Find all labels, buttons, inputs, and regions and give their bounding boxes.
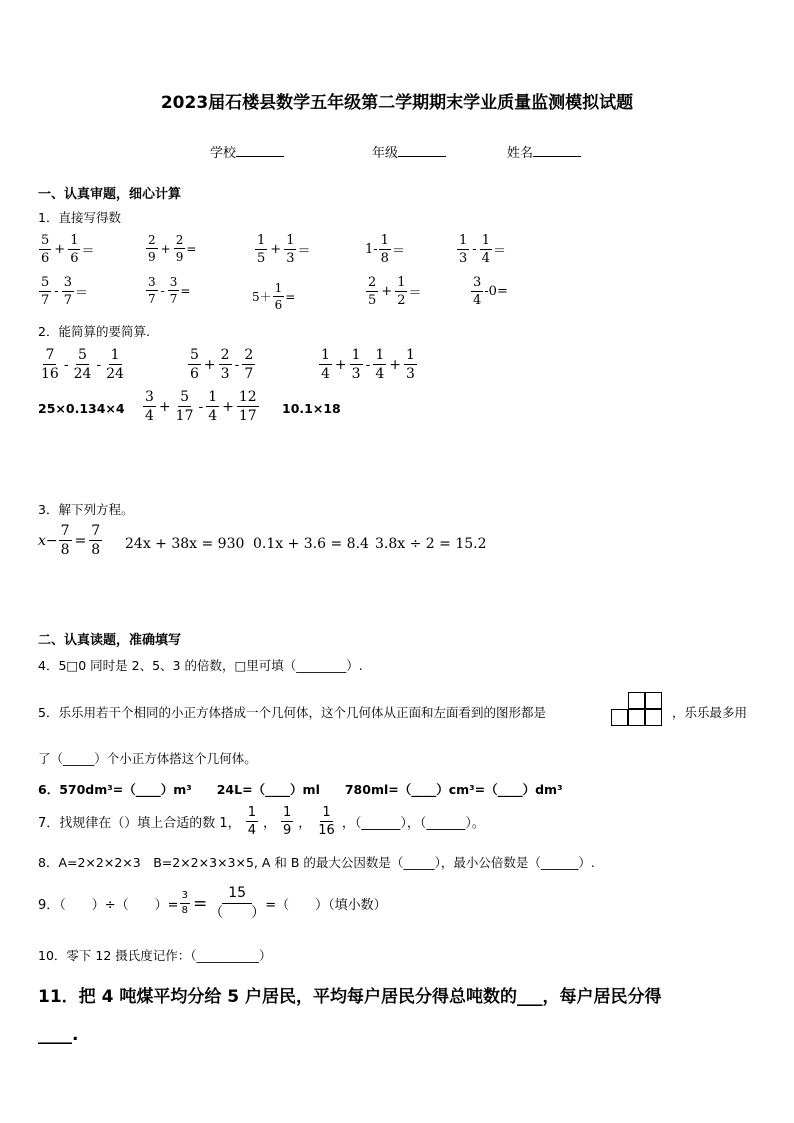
grade-blank[interactable] [398,144,446,157]
q1-r2-e4: $\frac{2}{5}$ + $\frac{1}{2}$ ＝ [368,275,422,308]
q1-label: 1．直接写得数 [38,210,121,225]
q2-e4: 25×0.134×4 [38,401,125,416]
q1-r2-e3: 5＋ $\frac{1}{6}$ = [252,281,296,312]
q9: 9．（ ）÷（ ）= $\frac{3}{8}$ = $\frac{15}{( )}$ =（ ）（填小数） [38,885,387,922]
q1-r2-e5: $\frac{3}{4}$ -0= [473,275,508,308]
name-label: 姓名 [507,146,534,161]
q1-r2-e1: $\frac{5}{7}$ - $\frac{3}{7}$ ＝ [41,275,88,308]
q2-e3: $\frac{1}{4}$ + $\frac{1}{3}$ - $\frac{1}{4}$ + $\frac{1}{3}$ [321,347,415,382]
q5-cell [645,692,662,709]
q6: 6．570dm³=（____）m³ 24L=（____）ml 780ml=（____）cm³=（____）dm³ [38,782,563,797]
q3-e3: 0.1x + 3.6 = 8.4 [253,536,369,552]
q3-label: 3．解下列方程。 [38,502,134,517]
q10: 10．零下 12 摄氏度记作：（__________） [38,948,272,963]
q1-r1-e3: $\frac{1}{5}$ + $\frac{1}{3}$ ＝ [257,233,311,266]
school-blank[interactable] [236,144,284,157]
school-field [210,142,284,161]
q1-r1-e5: $\frac{1}{3}$ - $\frac{1}{4}$ ＝ [459,233,506,266]
school-label: 学校 [210,146,237,161]
name-blank[interactable] [533,144,581,157]
q5-cell [628,692,645,709]
q5-cell [611,709,628,726]
q3-e2: 24x + 38x = 930 [125,536,245,552]
q1-r1-e1: $\frac{5}{6}$ + $\frac{1}{6}$ ＝ [41,233,95,266]
q5-text-b: ，乐乐最多用 [672,705,748,720]
q2-label: 2．能简算的要简算. [38,324,150,339]
grade-field [372,142,446,161]
q5-text-c: 了（_____）个小正方体搭这个几何体。 [38,751,257,766]
q4: 4．5□0 同时是 2、5、3 的倍数，□里可填（________）. [38,658,363,673]
q1-r2-e2: $\frac{3}{7}$ - $\frac{3}{7}$ = [148,275,191,306]
q5-text-a: 5．乐乐用若干个相同的小正方体搭成一个几何体，这个几何体从正面和左面看到的图形都是 [38,705,546,720]
q1-r1-e2: $\frac{2}{9}$ + $\frac{2}{9}$ = [148,233,197,264]
q2-e2: $\frac{5}{6}$ + $\frac{2}{3}$ - $\frac{2}{7}$ [190,347,254,382]
q5-cell [645,709,662,726]
q2-e5: $\frac{3}{4}$ + $\frac{5}{17}$ - $\frac{1}{4}$ + $\frac{12}{17}$ [145,389,257,424]
q7: 7．找规律在（）填上合适的数 1， $\frac{1}{4}$ ， $\frac{1}{9}$ ， $\frac{1}{16}$ ，（______），（______）。 [38,805,485,838]
name-field [507,142,581,161]
q5-cell [628,709,645,726]
grade-label: 年级 [372,146,399,161]
q2-e6: 10.1×18 [282,401,341,416]
q1-r1-e4: 1- $\frac{1}{8}$ ＝ [365,233,405,266]
q3-e1: x− $\frac{7}{8}$ = $\frac{7}{8}$ [38,523,101,558]
q8: 8．A=2×2×2×3 B=2×2×3×3×5, A 和 B 的最大公因数是（_____），最小公倍数是（______）. [38,855,595,870]
q2-e1: $\frac{7}{16}$ - $\frac{5}{24}$ - $\frac{1}{24}$ [41,347,124,382]
page-title: 2023届石楼县数学五年级第二学期期末学业质量监测模拟试题 [160,93,634,113]
q5-view-figure [609,692,665,728]
q11-line2: ____. [38,1025,79,1045]
q3-e4: 3.8x ÷ 2 = 15.2 [375,536,487,552]
q11-line1: 11．把 4 吨煤平均分给 5 户居民，平均每户居民分得总吨数的___，每户居民分得 [38,987,662,1007]
section1-heading: 一、认真审题，细心计算 [38,187,182,202]
section2-heading: 二、认真读题，准确填写 [38,633,182,648]
